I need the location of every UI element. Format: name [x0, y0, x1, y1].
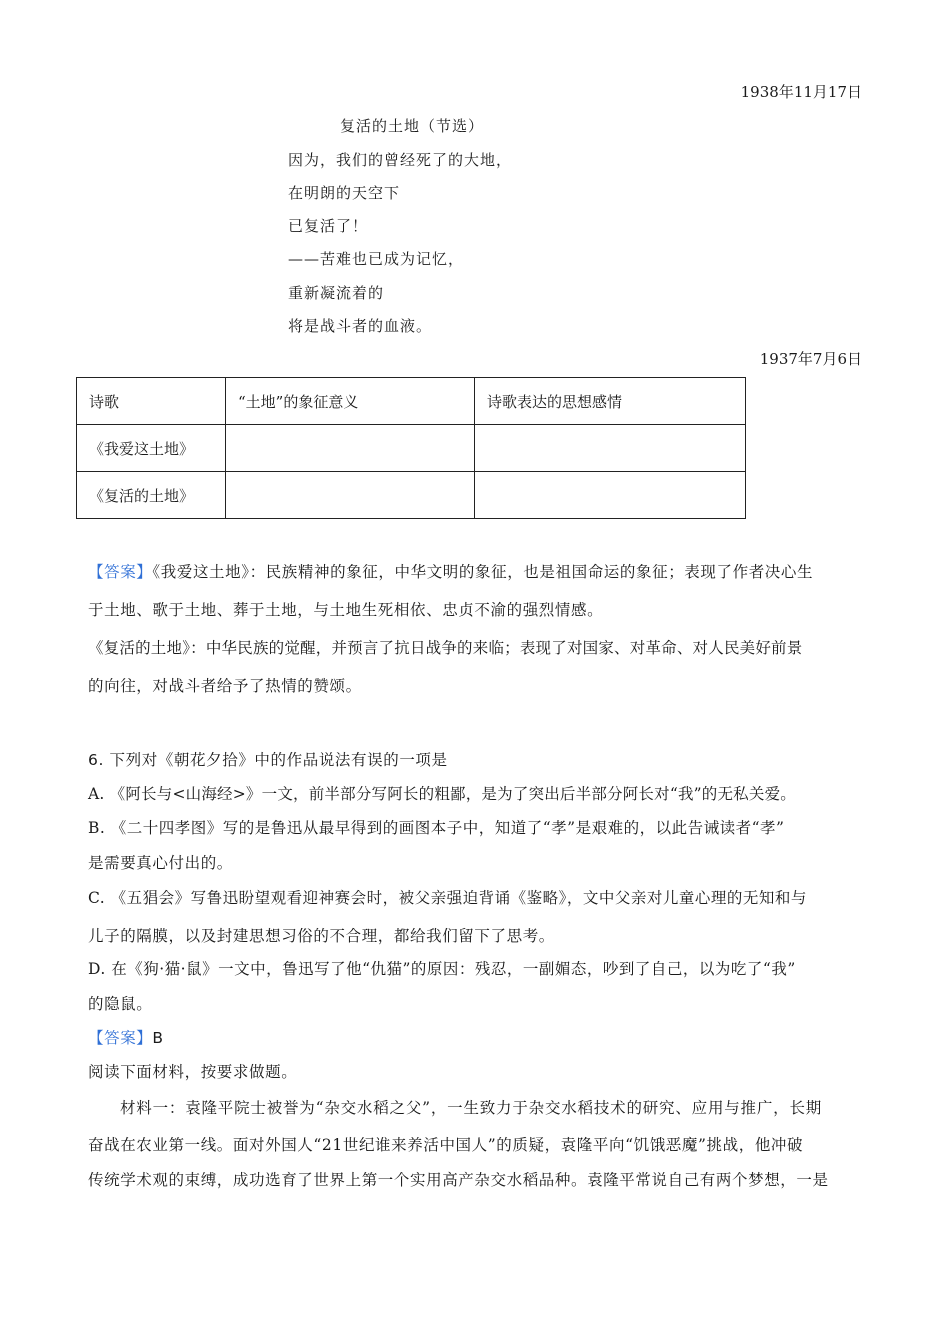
answer5-text: 《我爱这土地》：民族精神的象征，中华文明的象征，也是祖国命运的象征；表现了作者决心生 — [152, 563, 814, 581]
table-cell — [226, 472, 475, 519]
poem1-date: 1938年11月17日 — [740, 83, 862, 101]
table-header-cell: “土地”的象征意义 — [226, 378, 475, 425]
poem2-line-4: ——苦难也已成为记忆， — [288, 250, 465, 268]
reading-para-line-2: 奋战在农业第一线。面对外国人“21世纪谁来养活中国人”的质疑，袁隆平向“饥饿恶魔”挑战，他冲破 — [88, 1136, 804, 1154]
table-cell — [226, 425, 475, 472]
option-c-line-2: 儿子的隔膜，以及封建思想习俗的不合理，都给我们留下了思考。 — [88, 927, 555, 945]
answer5-line-2: 于土地、歌于土地、葬于土地，与土地生死相依、忠贞不渝的强烈情感。 — [88, 601, 604, 619]
reading-intro: 阅读下面材料，按要求做题。 — [88, 1063, 298, 1081]
option-d-line-2: 的隐鼠。 — [88, 995, 153, 1013]
answer6 — [88, 1026, 164, 1048]
table-header-row — [77, 378, 746, 425]
table-header-cell: 诗歌 — [77, 378, 226, 425]
option-b-line-1: B. 《二十四孝图》写的是鲁迅从最早得到的画图本子中，知道了“孝”是艰难的，以此告诫读者“孝” — [88, 819, 785, 837]
answer5-line-1 — [88, 560, 813, 582]
answer5-line-4: 的向往，对战斗者给予了热情的赞颂。 — [88, 677, 362, 695]
option-d-line-1: D. 在《狗·猫·鼠》一文中，鲁迅写了他“仇猫”的原因：残忍，一副媚态，吵到了自己，以为吃了“我” — [88, 960, 796, 978]
question-number: 6. — [88, 751, 104, 769]
poem-table — [76, 377, 746, 519]
poem2-line-1: 因为，我们的曾经死了的大地， — [288, 151, 513, 169]
table-cell: 《复活的土地》 — [77, 472, 226, 519]
table-header-cell: 诗歌表达的思想感情 — [475, 378, 746, 425]
option-c-line-1: C. 《五猖会》写鲁迅盼望观看迎神赛会时，被父亲强迫背诵《鉴略》，文中父亲对儿童心理的无知和与 — [88, 889, 807, 907]
answer5-line-3: 《复活的土地》：中华民族的觉醒，并预言了抗日战争的来临；表现了对国家、对革命、对人民美好前景 — [88, 639, 803, 657]
answer-label: 【答案】 — [88, 563, 153, 581]
table-row — [77, 425, 746, 472]
option-b-line-2: 是需要真心付出的。 — [88, 854, 233, 872]
table-cell — [475, 472, 746, 519]
poem2-line-6: 将是战斗者的血液。 — [288, 317, 433, 335]
answer-label: 【答案】 — [88, 1029, 153, 1047]
table-row — [77, 472, 746, 519]
question-stem: 下列对《朝花夕拾》中的作品说法有误的一项是 — [109, 751, 448, 769]
poem2-line-5: 重新凝流着的 — [288, 284, 385, 302]
question6-stem — [88, 748, 448, 770]
poem2-date: 1937年7月6日 — [759, 350, 862, 368]
table-cell — [475, 425, 746, 472]
option-a: A. 《阿长与<山海经>》一文，前半部分写阿长的粗鄙，是为了突出后半部分阿长对“我”的无私关爱。 — [88, 785, 796, 803]
reading-para-line-3: 传统学术观的束缚，成功选育了世界上第一个实用高产杂交水稻品种。袁隆平常说自己有两个梦想，一是 — [88, 1171, 829, 1189]
answer-value: B — [152, 1029, 164, 1047]
poem2-line-3: 已复活了！ — [288, 217, 369, 235]
poem2-line-2: 在明朗的天空下 — [288, 184, 401, 202]
poem2-title: 复活的土地（节选） — [340, 117, 485, 135]
table-cell: 《我爱这土地》 — [77, 425, 226, 472]
reading-para-line-1: 材料一：袁隆平院士被誉为“杂交水稻之父”，一生致力于杂交水稻技术的研究、应用与推广，长期 — [120, 1099, 823, 1117]
